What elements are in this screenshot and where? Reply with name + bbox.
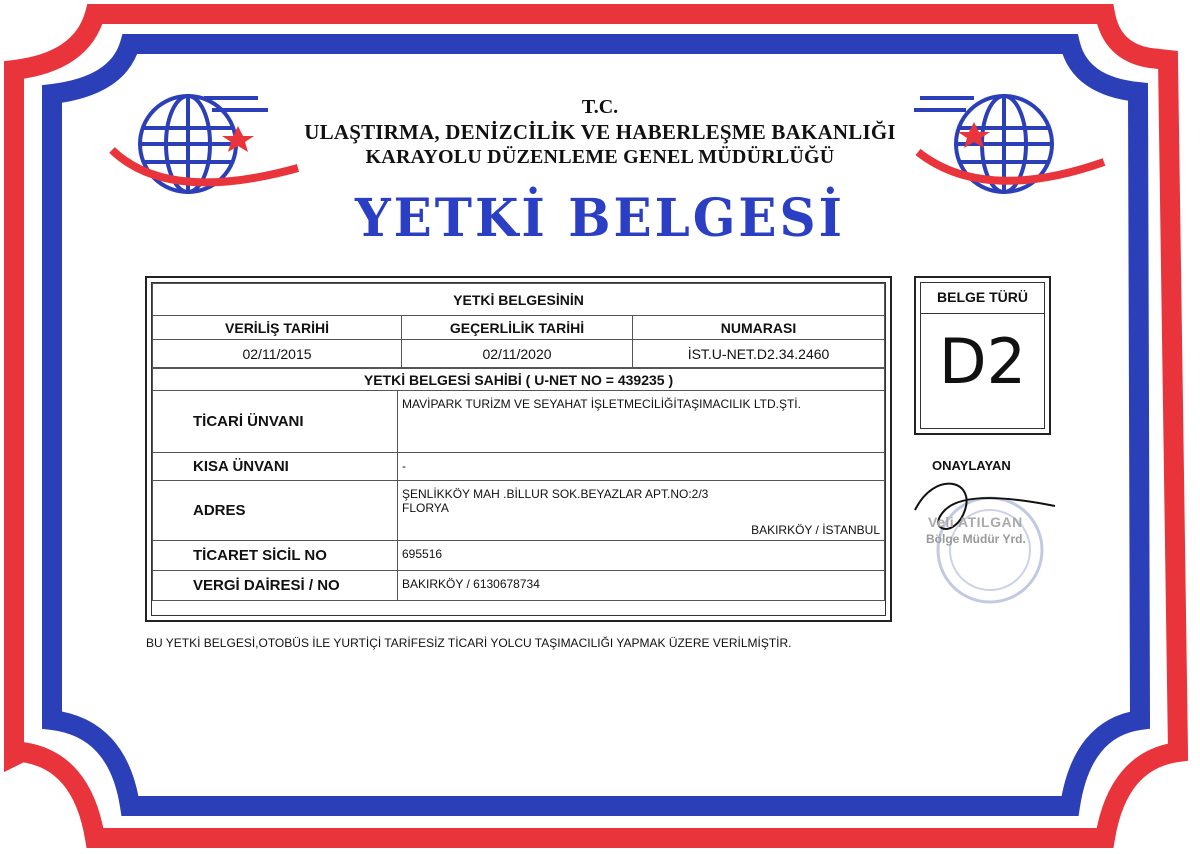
document-title: YETKİ BELGESİ (354, 186, 846, 249)
address-value (398, 481, 885, 541)
country-heading: T.C. (581, 96, 619, 118)
trade-name-label: TİCARİ ÜNVANI (153, 391, 398, 453)
address-line-2: FLORYA (402, 501, 449, 515)
issue-date-value: 02/11/2015 (153, 340, 402, 368)
section-title: YETKİ BELGESİNİN (153, 284, 885, 316)
address-line-1: ŞENLİKKÖY MAH .BİLLUR SOK.BEYAZLAR APT.NO:2/3 (402, 487, 709, 501)
number-value: İST.U-NET.D2.34.2460 (633, 340, 885, 368)
short-name-value: - (398, 453, 885, 481)
directorate-heading: KARAYOLU DÜZENLEME GENEL MÜDÜRLÜĞÜ (365, 146, 835, 168)
certificate-table (145, 276, 892, 622)
trade-name-value: MAVİPARK TURİZM VE SEYAHAT İŞLETMECİLİĞİTAŞIMACILIK LTD.ŞTİ. (398, 391, 885, 453)
type-label: BELGE TÜRÜ (937, 289, 1028, 305)
trade-registry-value: 695516 (398, 541, 885, 571)
col-validity-date: GEÇERLİLİK TARİHİ (402, 316, 633, 340)
approver-label: ONAYLAYAN (932, 458, 1011, 473)
type-value: D2 (938, 325, 1027, 398)
col-issue-date: VERİLİŞ TARİHİ (153, 316, 402, 340)
holder-heading: YETKİ BELGESİ SAHİBİ ( U-NET NO = 439235 ) (153, 369, 885, 391)
short-name-label: KISA ÜNVANI (153, 453, 398, 481)
tax-office-label: VERGİ DAİRESİ / NO (153, 571, 398, 601)
tax-office-value: BAKIRKÖY / 6130678734 (398, 571, 885, 601)
footer-note: BU YETKİ BELGESİ,OTOBÜS İLE YURTİÇİ TARİFESİZ TİCARİ YOLCU TAŞIMACILIĞI YAPMAK ÜZERE VERİLMİŞTİR. (146, 636, 792, 650)
approver-title: Bölge Müdür Yrd. (926, 532, 1026, 546)
ministry-heading: ULAŞTIRMA, DENİZCİLİK VE HABERLEŞME BAKANLIĞI (304, 120, 896, 144)
address-line-3: BAKIRKÖY / İSTANBUL (751, 523, 880, 537)
certificate-type-box (914, 276, 1051, 435)
approver-name: Veli ATILGAN (928, 514, 1023, 530)
validity-date-value: 02/11/2020 (402, 340, 633, 368)
trade-registry-label: TİCARET SİCİL NO (153, 541, 398, 571)
col-number: NUMARASI (633, 316, 885, 340)
address-label: ADRES (153, 481, 398, 541)
